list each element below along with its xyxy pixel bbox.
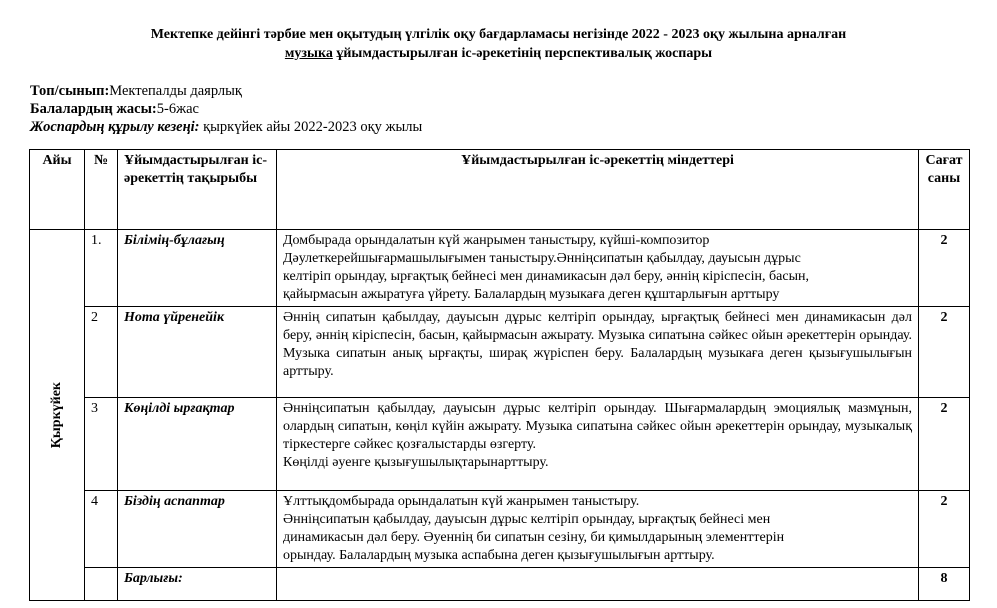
table-row <box>30 230 970 307</box>
meta-period-label: Жоспардың құрылу кезеңі: <box>30 119 200 135</box>
header-topic: Ұйымдастырылған іс-әрекеттің тақырыбы <box>118 150 277 230</box>
task-line: Ұлттықдомбырада орындалатын күй жанрымен таныстыру. <box>283 494 640 509</box>
subject-name: музыка <box>284 46 333 61</box>
table-row <box>30 491 970 568</box>
meta-age <box>30 100 199 119</box>
task-line: қайырмасын ажыратуға үйрету. Балалардың музыкаға деген құштарлығын арттыру <box>283 287 780 302</box>
header-number: № <box>85 150 118 230</box>
row-tasks <box>277 230 919 307</box>
meta-group-label: Топ/сынып: <box>30 83 110 99</box>
row-hours: 2 <box>919 307 970 398</box>
task-line: Әннiң сипатын қабылдау, дауысын дұрыс келтiрiп орындау, ырғақтық бейнесi мен динамикасын дәл беру, әннің кіріспесін, басын, қайырмасын ажырату. Музыка сипатына сәйкес ойын әрекеттерін орындау. Музыка сипатын анық ырғақты, ширақ жүріспен беру. Балалардың музыкаға деген қызығушылығын арттыру. <box>283 310 912 379</box>
meta-age-label: Балалардың жасы: <box>30 101 157 117</box>
table-row <box>30 307 970 398</box>
row-number: 4 <box>85 491 118 568</box>
row-tasks <box>277 491 919 568</box>
meta-group <box>30 82 242 101</box>
row-hours: 2 <box>919 398 970 491</box>
task-line: Әннiңсипатын қабылдау, дауысын дұрыс келтiрiп орындау, ырғақтық бейнесi мен <box>283 512 771 527</box>
task-line: орындау. Балалардың музыка аспабына деген қызығушылығын арттыру. <box>283 548 715 563</box>
month-cell <box>30 230 85 601</box>
header-month: Айы <box>30 150 85 230</box>
meta-period <box>30 118 422 137</box>
task-line: Дәулеткерейшығармашылығымен таныстыру.Әннiңсипатын қабылдау, дауысын дұрыс <box>283 251 801 266</box>
meta-period-value: қыркүйек айы 2022-2023 оқу жылы <box>199 119 423 135</box>
total-row <box>30 568 970 601</box>
row-topic: Біздің аспаптар <box>118 491 277 568</box>
total-tasks-cell <box>277 568 919 601</box>
document-title-line2-rest: ұйымдастырылған іс-әрекетінің перспективалық жоспары <box>332 46 713 61</box>
task-line: Әннiңсипатын қабылдау, дауысын дұрыс келтiрiп орындау. Шығармалардың эмоциялық мазмұнын, олардың сипатын, көңіл күйін ажырату. Музыка сипатына сәйкес ойын әрекеттерін орындау, музыкалық тіркестерге сәйкес қозғалыстарды өзгерту. <box>283 401 912 452</box>
total-number-cell <box>85 568 118 601</box>
document-title-line2 <box>0 44 997 63</box>
row-hours: 2 <box>919 491 970 568</box>
row-number: 2 <box>85 307 118 398</box>
header-tasks: Ұйымдастырылған іс-әрекеттің міндеттері <box>277 150 919 230</box>
document-title-line1: Мектепке дейінгі тәрбие мен оқытудың үлгілік оқу бағдарламасы негізінде 2022 - 2023 оқу жылына арналған <box>150 27 847 42</box>
row-topic: Нота үйренейік <box>118 307 277 398</box>
total-label: Барлығы: <box>118 568 277 601</box>
row-number: 3 <box>85 398 118 491</box>
task-line: Домбырада орындалатын күй жанрымен таныстыру, күйші-композитор <box>283 233 710 248</box>
task-line: динамикасын дәл беру. Әуеннің би сипатын сезіну, би қимылдарының элементтерін <box>283 530 785 545</box>
row-topic: Көңілді ырғақтар <box>118 398 277 491</box>
task-line: Көңілді әуенге қызығушылықтарынарттыру. <box>283 455 549 470</box>
row-tasks <box>277 307 919 398</box>
plan-table <box>29 149 970 601</box>
header-hours: Сағат саны <box>919 150 970 230</box>
row-hours: 2 <box>919 230 970 307</box>
row-topic: Білімің-бұлағың <box>118 230 277 307</box>
task-line: келтiрiп орындау, ырғақтық бейнесi мен динамикасын дәл беру, әннің кіріспесін, басын, <box>283 269 809 284</box>
row-tasks <box>277 398 919 491</box>
meta-group-value: Мектепалды даярлық <box>109 83 242 99</box>
table-header-row <box>30 150 970 230</box>
total-hours: 8 <box>919 568 970 601</box>
meta-age-value: 5-6жас <box>156 101 199 117</box>
table-row <box>30 398 970 491</box>
month-label: Қыркүйек <box>49 381 64 449</box>
row-number: 1. <box>85 230 118 307</box>
